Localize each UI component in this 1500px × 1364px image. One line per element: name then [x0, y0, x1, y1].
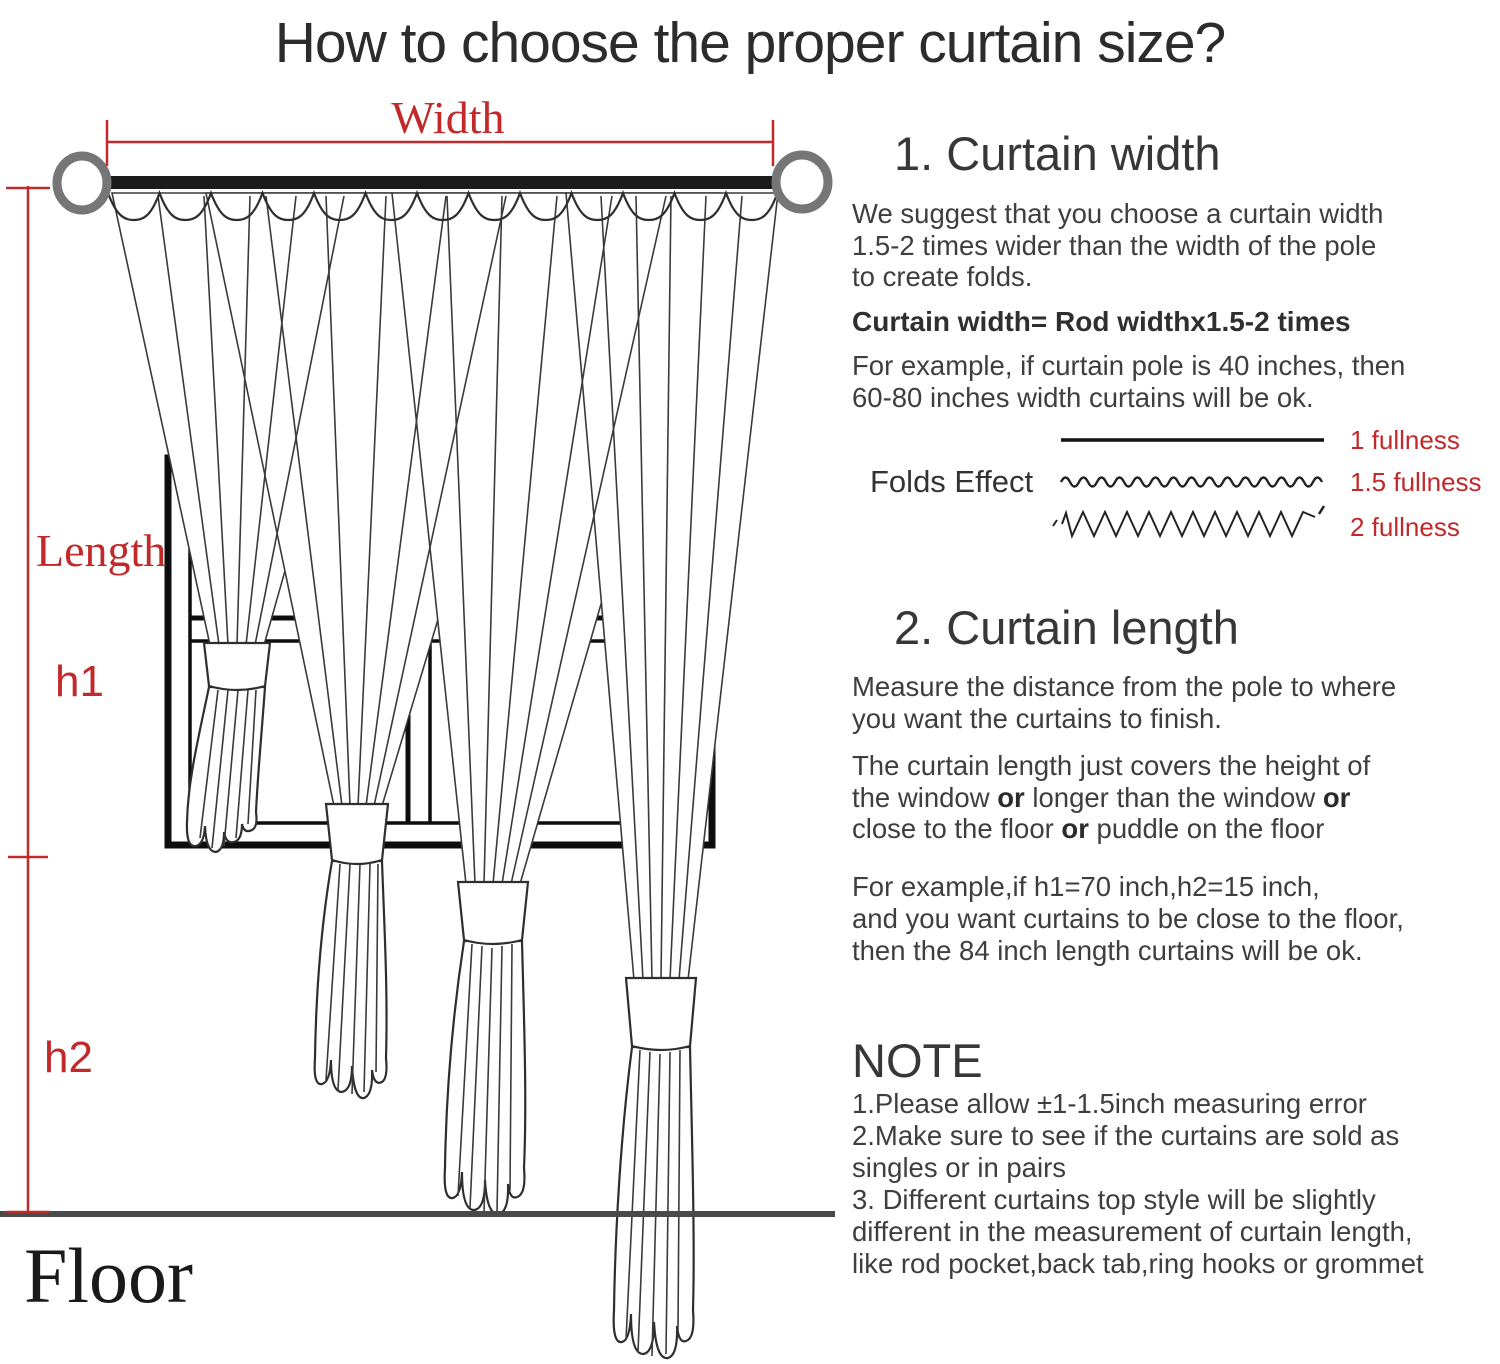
section-length-para2	[852, 750, 1500, 845]
folds-effect-diagram	[856, 410, 1500, 560]
or-emphasis: or	[1061, 813, 1089, 844]
fullness-2-tick-right	[1319, 506, 1324, 514]
note-heading: NOTE	[852, 1034, 983, 1087]
fullness-2-label: 2 fullness	[1350, 512, 1460, 542]
note-line: like rod pocket,back tab,ring hooks or grommet	[852, 1248, 1424, 1279]
text-segment: close to the floor	[852, 813, 1062, 844]
text-line	[852, 750, 1500, 782]
tie-band-1	[204, 643, 270, 690]
folds-effect-label: Folds Effect	[870, 464, 1034, 499]
section-length-example	[852, 871, 1500, 967]
text-line: then the 84 inch length curtains will be ok.	[852, 935, 1363, 966]
text-line: 1.5-2 times wider than the width of the pole	[852, 229, 1377, 261]
section-length-heading: 2. Curtain length	[894, 601, 1239, 654]
section-width-para1	[852, 198, 1500, 293]
tie-band-3	[458, 882, 528, 944]
text-line: We suggest that you choose a curtain width	[852, 198, 1384, 229]
or-emphasis: or	[1322, 781, 1351, 813]
text-line: For example,if h1=70 inch,h2=15 inch,	[852, 871, 1320, 902]
curtain-panels	[112, 193, 778, 980]
section-width-para2	[852, 350, 1500, 413]
width-measure-label: Width	[391, 92, 505, 143]
note-line: different in the measurement of curtain length,	[852, 1216, 1413, 1247]
text-segment: The curtain length just covers the height of	[852, 750, 1371, 781]
tieback-3	[445, 882, 528, 1214]
floor-label: Floor	[24, 1232, 194, 1319]
note-line: 3. Different curtains top style will be slightly	[852, 1184, 1376, 1215]
length-measure-label: Length	[36, 525, 167, 576]
curtain-rod	[104, 176, 780, 189]
text-line: to create folds.	[852, 261, 1033, 292]
fullness-1-label: 1 fullness	[1350, 425, 1460, 455]
text-line: you want the curtains to finish.	[852, 702, 1222, 734]
fullness-2-line	[1062, 512, 1315, 536]
or-emphasis: or	[997, 781, 1025, 813]
tie-band-2	[326, 804, 388, 864]
page-title: How to choose the proper curtain size?	[274, 11, 1226, 75]
text-segment: the window	[852, 781, 998, 813]
tie-band-4	[626, 978, 696, 1050]
rod-ring-right	[776, 155, 828, 209]
h2-measure-label: h2	[44, 1033, 93, 1082]
note-list	[852, 1088, 1500, 1280]
fullness-1-5-line	[1061, 478, 1322, 487]
text-line: For example, if curtain pole is 40 inches, then	[852, 350, 1406, 381]
text-segment: longer than the window	[1024, 781, 1323, 813]
note-line: singles or in pairs	[852, 1152, 1066, 1183]
section-length-para1	[852, 671, 1500, 734]
curtain-width-formula: Curtain width= Rod widthx1.5-2 times	[852, 306, 1351, 337]
tieback-4	[614, 978, 696, 1358]
section-width-heading: 1. Curtain width	[894, 127, 1221, 180]
text-line: and you want curtains to be close to the floor,	[852, 903, 1404, 934]
text-line: 60-80 inches width curtains will be ok.	[852, 381, 1314, 413]
text-line	[852, 782, 1500, 814]
h1-measure-label: h1	[55, 657, 104, 706]
fullness-2-tick-left	[1053, 520, 1057, 526]
text-segment: puddle on the floor	[1088, 813, 1325, 844]
rod-ring-left	[57, 156, 107, 210]
note-line: 2.Make sure to see if the curtains are sold as	[852, 1120, 1400, 1151]
text-line: Measure the distance from the pole to where	[852, 671, 1397, 702]
note-line: 1.Please allow ±1-1.5inch measuring error	[852, 1088, 1367, 1119]
text-line	[852, 813, 1500, 845]
fullness-1-5-label: 1.5 fullness	[1350, 467, 1482, 497]
